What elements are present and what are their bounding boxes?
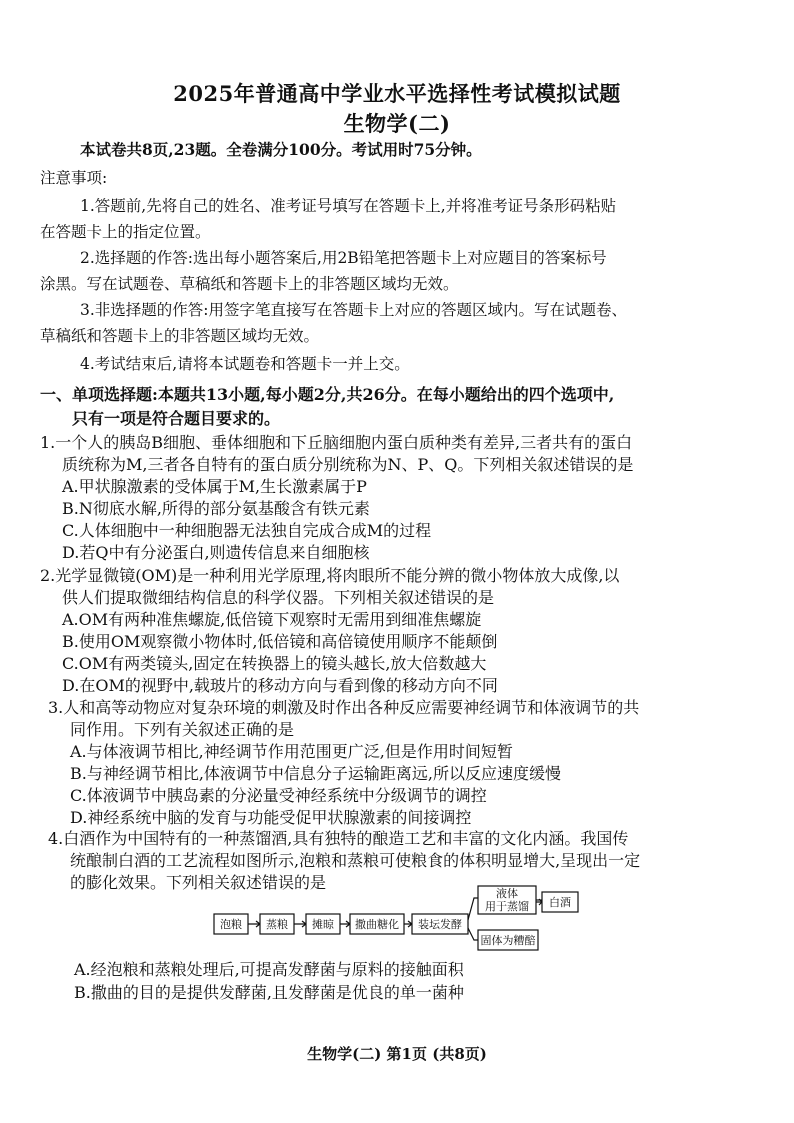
flow-branch-up [468, 898, 478, 920]
question-4-stem: 的膨化效果。下列相关叙述错误的是 [70, 873, 327, 892]
notice-line: 涂黑。写在试题卷、草稿纸和答题卡上的非答题区域均无效。 [40, 275, 459, 293]
question-4-stem: 4.白酒作为中国特有的一种蒸馏酒,具有独特的酿造工艺和丰富的文化内涵。我国传 [48, 829, 629, 848]
notice-line: 在答题卡上的指定位置。 [40, 223, 211, 241]
question-2-option: D.在OM的视野中,载玻片的移动方向与看到像的移动方向不同 [62, 676, 498, 695]
question-3-option: A.与体液调节相比,神经调节作用范围更广泛,但是作用时间短暂 [70, 742, 513, 761]
exam-intro: 本试卷共8页,23题。全卷满分100分。考试用时75分钟。 [80, 140, 482, 159]
notice-line: 4.考试结束后,请将本试题卷和答题卡一并上交。 [80, 355, 410, 373]
flow-arrow [294, 921, 306, 927]
flow-arrow [248, 921, 260, 927]
question-3-stem: 同作用。下列有关叙述正确的是 [70, 720, 295, 739]
question-4-stem: 统酿制白酒的工艺流程如图所示,泡粮和蒸粮可使粮食的体积明显增大,呈现出一定 [70, 851, 641, 870]
question-3-stem: 3.人和高等动物应对复杂环境的刺激及时作出各种反应需要神经调节和体液调节的共 [48, 698, 640, 717]
question-4-option: A.经泡粮和蒸粮处理后,可提高发酵菌与原料的接触面积 [74, 960, 464, 979]
flow-liquid-label: 液体 [496, 887, 518, 900]
flow-arrow [340, 921, 350, 927]
flow-step-3: 摊晾 [312, 918, 334, 931]
notice-line: 草稿纸和答题卡上的非答题区域均无效。 [40, 327, 320, 345]
flow-solid-label: 固体为糟醅 [480, 934, 536, 947]
question-3-option: D.神经系统中脑的发育与功能受促甲状腺激素的间接调控 [70, 808, 472, 827]
question-1-option: D.若Q中有分泌蛋白,则遗传信息来自细胞核 [62, 543, 370, 562]
question-2-stem: 2.光学显微镜(OM)是一种利用光学原理,将肉眼所不能分辨的微小物体放大成像,以 [40, 566, 620, 585]
notice-line: 2.选择题的作答:选出每小题答案后,用2B铅笔把答题卡上对应题目的答案标号 [80, 249, 607, 267]
flow-step-1: 泡粮 [220, 918, 242, 931]
notice-line: 1.答题前,先将自己的姓名、准考证号填写在答题卡上,并将准考证号条形码粘贴 [80, 197, 617, 215]
flow-arrow [404, 921, 412, 927]
question-2-option: A.OM有两种准焦螺旋,低倍镜下观察时无需用到细准焦螺旋 [62, 610, 482, 629]
notice-line: 3.非选择题的作答:用签字笔直接写在答题卡上对应的答题区域内。写在试题卷、 [80, 301, 628, 319]
exam-title: 2025年普通高中学业水平选择性考试模拟试题 [173, 81, 621, 106]
flow-final [536, 890, 580, 914]
question-3-option: B.与神经调节相比,体液调节中信息分子运输距离远,所以反应速度缓慢 [70, 764, 562, 783]
flow-step-4: 撒曲糖化 [355, 918, 399, 931]
flow-arrow [536, 899, 542, 905]
brewing-flowchart [212, 884, 552, 954]
question-1-option: B.N彻底水解,所得的部分氨基酸含有铁元素 [62, 499, 370, 518]
question-1-stem: 质统称为M,三者各自特有的蛋白质分别统称为N、P、Q。下列相关叙述错误的是 [62, 455, 634, 474]
notice-heading: 注意事项: [40, 169, 108, 187]
flow-liquid-label: 用于蒸馏 [485, 900, 529, 913]
question-2-option: C.OM有两类镜头,固定在转换器上的镜头越长,放大倍数越大 [62, 654, 487, 673]
question-2-option: B.使用OM观察微小物体时,低倍镜和高倍镜使用顺序不能颠倒 [62, 632, 498, 651]
question-1-option: A.甲状腺激素的受体属于M,生长激素属于P [62, 477, 367, 496]
question-2-stem: 供人们提取微细结构信息的科学仪器。下列相关叙述错误的是 [62, 588, 495, 607]
section-heading-cont: 只有一项是符合题目要求的。 [72, 409, 281, 428]
question-1-stem: 1.一个人的胰岛B细胞、垂体细胞和下丘脑细胞内蛋白质种类有差异,三者共有的蛋白 [40, 433, 633, 452]
flow-step-5: 装坛发酵 [418, 918, 462, 931]
question-1-option: C.人体细胞中一种细胞器无法独自完成合成M的过程 [62, 521, 432, 540]
question-3-option: C.体液调节中胰岛素的分泌量受神经系统中分级调节的调控 [70, 786, 487, 805]
flow-final-label: 白酒 [549, 896, 571, 909]
section-heading: 一、单项选择题:本题共13小题,每小题2分,共26分。在每小题给出的四个选项中, [40, 385, 615, 404]
flow-branch-down [468, 928, 478, 940]
flow-step-2: 蒸粮 [266, 918, 288, 931]
page-footer: 生物学(二) 第1页 (共8页) [307, 1045, 487, 1063]
question-4-option: B.撒曲的目的是提供发酵菌,且发酵菌是优良的单一菌种 [74, 983, 464, 1002]
exam-subtitle: 生物学(二) [343, 111, 451, 136]
